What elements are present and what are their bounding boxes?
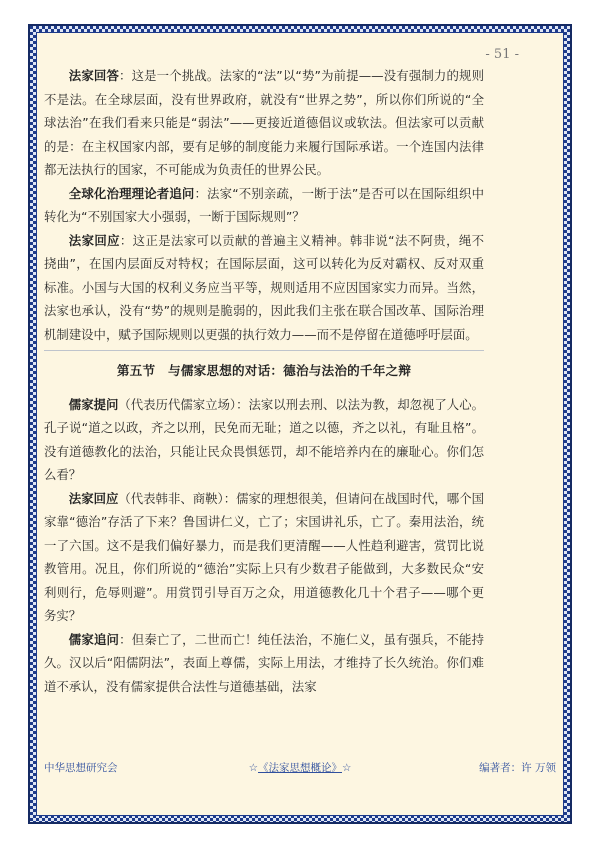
speaker-label: 法家回应 [68, 232, 120, 248]
paragraph-legalist-answer [44, 64, 484, 182]
paragraph-confucian-question [44, 393, 484, 487]
page-number: - 51 - [485, 47, 519, 62]
speaker-label: 全球化治理理论者追问 [68, 185, 195, 201]
paragraph-text: ：但秦亡了，二世而亡！纯任法治，不施仁义，虽有强兵，不能持久。汉以后“阳儒阴法”，表面上尊儒，实际上用法，才维持了长久统治。你们难道不承认，没有儒家提供合法性与道德基础，法家 [44, 631, 485, 694]
section-heading: 第五节 与儒家思想的对话：德治与法治的千年之辩 [116, 363, 412, 378]
page-content [44, 64, 484, 698]
paragraph-text: （代表韩非、商鞅）：儒家的理想很美，但请问在战国时代，哪个国家靠“德治”存活了下来？鲁国讲仁义，亡了；宋国讲礼乐，亡了。秦用法治，统一了六国。这不是我们偏好暴力，而是我们更清醒——人性趋利避害，赏罚比说教管用。况且，你们所说的“德治”实际上只有少数君子能做到，大多数民众“安利则行，危辱则避”。用赏罚引导百万之众，用道德教化几十个君子——哪个更务实？ [44, 490, 484, 623]
paragraph-text: ：这正是法家可以贡献的普遍主义精神。韩非说“法不阿贵，绳不挠曲”，在国内层面反对特权；在国际层面，这可以转化为反对霸权、反对双重标准。小国与大国的权利义务应当平等，规则适用不应因国家实力而异。当然，法家也承认，没有“势”的规则是脆弱的，因此我们主张在联合国改革、国际治理机制建设中，赋予国际规则以更强的执行效力——而不是停留在道德呼吁层面。 [44, 232, 485, 342]
book-title-link[interactable]: 《法家思想概论》 [258, 762, 342, 774]
paragraph-text: （代表历代儒家立场）：法家以刑去刑、以法为教，却忽视了人心。孔子说“道之以政，齐之以刑，民免而无耻；道之以德，齐之以礼，有耻且格”。没有道德教化的法治，只能让民众畏惧惩罚，却不能培养内在的廉耻心。你们怎么看？ [44, 396, 484, 482]
paragraph-text: ：这是一个挑战。法家的“法”以“势”为前提——没有强制力的规则不是法。在全球层面，没有世界政府，就没有“世界之势”，所以你们所说的“全球法治”在我们看来只能是“弱法”——更接近道德倡议或软法。但法家可以贡献的是：在主权国家内部，要有足够的制度能力来履行国际承诺。一个连国内法律都无法执行的国家，不可能成为负责任的世界公民。 [44, 68, 484, 177]
paragraph-confucian-followup [44, 628, 484, 699]
paragraph-globalist-question [44, 182, 484, 229]
speaker-label: 法家回应 [68, 490, 119, 506]
footer-organization: 中华思想研究会 [44, 762, 118, 774]
speaker-label: 儒家提问 [68, 396, 119, 412]
speaker-label: 儒家追问 [68, 631, 120, 647]
star-icon: ☆ [342, 762, 352, 774]
paragraph-text: ：法家“不别亲疏，一断于法”是否可以在国际组织中转化为“不别国家大小强弱，一断于国际规则”？ [44, 185, 484, 224]
section-divider [44, 350, 484, 351]
paragraph-legalist-reply [44, 487, 484, 628]
footer-author: 编著者：许 万领 [479, 762, 556, 774]
star-icon: ☆ [248, 762, 258, 774]
speaker-label: 法家回答 [68, 68, 120, 83]
paragraph-legalist-response [44, 229, 484, 347]
